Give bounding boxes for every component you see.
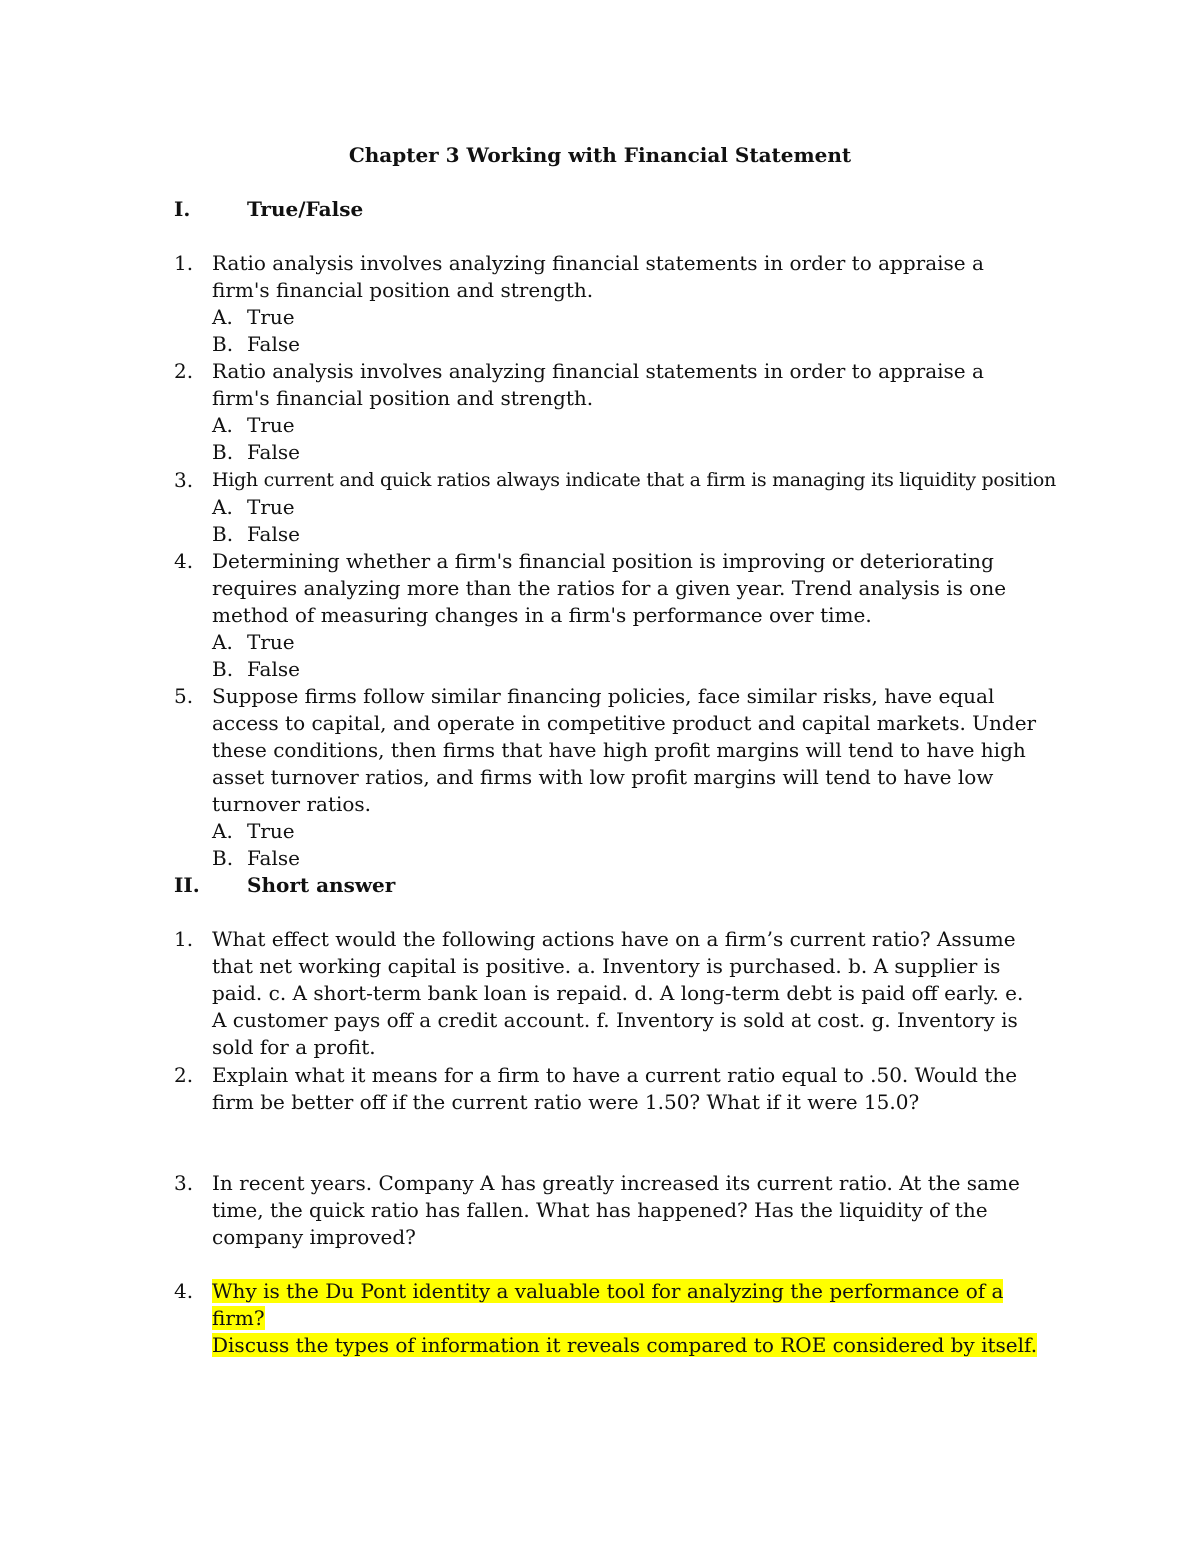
option-text: False xyxy=(247,846,300,870)
question-number: 1. xyxy=(174,927,194,951)
option-a xyxy=(212,818,1074,845)
section-number: II. xyxy=(174,873,200,897)
option-a xyxy=(212,412,1074,439)
option-text: True xyxy=(247,413,295,437)
highlighted-text-line: Why is the Du Pont identity a valuable tool for analyzing the performance of a firm? xyxy=(212,1279,1004,1330)
option-text: False xyxy=(247,332,300,356)
option-b xyxy=(212,845,1074,872)
option-letter: A. xyxy=(212,305,233,329)
option-text: False xyxy=(247,440,300,464)
question-number: 4. xyxy=(174,1279,194,1303)
option-letter: B. xyxy=(212,846,234,870)
option-text: False xyxy=(247,657,300,681)
tf-question-1 xyxy=(174,250,1074,358)
section-heading-true-false xyxy=(174,196,363,223)
option-text: True xyxy=(247,630,295,654)
option-b xyxy=(212,656,1074,683)
section-label: True/False xyxy=(247,197,364,221)
option-letter: B. xyxy=(212,522,234,546)
question-text: Explain what it means for a firm to have a current ratio equal to .50. Would the firm be better off if the current ratio were 1.50? What if it were 15.0? xyxy=(212,1063,1018,1114)
question-text: High current and quick ratios always indicate that a firm is managing its liquidity position xyxy=(212,469,1056,491)
section-heading-short-answer xyxy=(174,872,395,899)
option-a xyxy=(212,494,1074,521)
page-title: Chapter 3 Working with Financial Statement xyxy=(348,143,852,167)
option-letter: B. xyxy=(212,332,234,356)
option-text: True xyxy=(247,305,295,329)
question-number: 1. xyxy=(174,251,194,275)
question-number: 2. xyxy=(174,1063,194,1087)
tf-question-2 xyxy=(174,358,1074,466)
option-letter: B. xyxy=(212,657,234,681)
option-letter: A. xyxy=(212,630,233,654)
question-number: 3. xyxy=(174,468,194,492)
question-number: 3. xyxy=(174,1171,194,1195)
question-text: What effect would the following actions have on a firm’s current ratio? Assume that net working capital is positive. a. Inventory is purchased. b. A supplier is paid. c. A short-term bank loan is repaid. d. A long-term debt is paid off early. e. A customer pays off a credit account. f. Inventory is sold at cost. g. Inventory is sold for a profit. xyxy=(212,927,1024,1059)
option-letter: A. xyxy=(212,495,233,519)
question-number: 2. xyxy=(174,359,194,383)
tf-question-5 xyxy=(174,683,1074,872)
sa-question-2 xyxy=(174,1062,1074,1116)
tf-question-4 xyxy=(174,548,1074,683)
sa-question-1 xyxy=(174,926,1074,1061)
question-text-highlighted xyxy=(212,1278,1052,1359)
highlighted-text-line: Discuss the types of information it reveals compared to ROE considered by itself. xyxy=(212,1333,1038,1357)
question-number: 5. xyxy=(174,684,194,708)
question-text: Ratio analysis involves analyzing financial statements in order to appraise a firm's financial position and strength. xyxy=(212,251,984,302)
option-letter: A. xyxy=(212,819,233,843)
option-text: False xyxy=(247,522,300,546)
option-a xyxy=(212,304,1074,331)
option-text: True xyxy=(247,819,295,843)
option-b xyxy=(212,439,1074,466)
option-b xyxy=(212,331,1074,358)
sa-question-4 xyxy=(174,1278,1074,1359)
option-b xyxy=(212,521,1074,548)
question-text: Ratio analysis involves analyzing financial statements in order to appraise a firm's financial position and strength. xyxy=(212,359,984,410)
sa-question-3 xyxy=(174,1170,1074,1251)
section-number: I. xyxy=(174,197,191,221)
option-a xyxy=(212,629,1074,656)
question-text: In recent years. Company A has greatly increased its current ratio. At the same time, the quick ratio has fallen. What has happened? Has the liquidity of the company improved? xyxy=(212,1171,1020,1249)
option-text: True xyxy=(247,495,295,519)
question-number: 4. xyxy=(174,549,194,573)
section-label: Short answer xyxy=(247,873,396,897)
question-text: Suppose firms follow similar financing policies, face similar risks, have equal access to capital, and operate in competitive product and capital markets. Under these conditions, then firms that have high profit margins will tend to have high asset turnover ratios, and firms with low profit margins will tend to have low turnover ratios. xyxy=(212,684,1037,816)
tf-question-3 xyxy=(174,467,1074,548)
option-letter: A. xyxy=(212,413,233,437)
option-letter: B. xyxy=(212,440,234,464)
question-text: Determining whether a firm's financial position is improving or deteriorating requires analyzing more than the ratios for a given year. Trend analysis is one method of measuring changes in a firm's performance over time. xyxy=(212,549,1007,627)
